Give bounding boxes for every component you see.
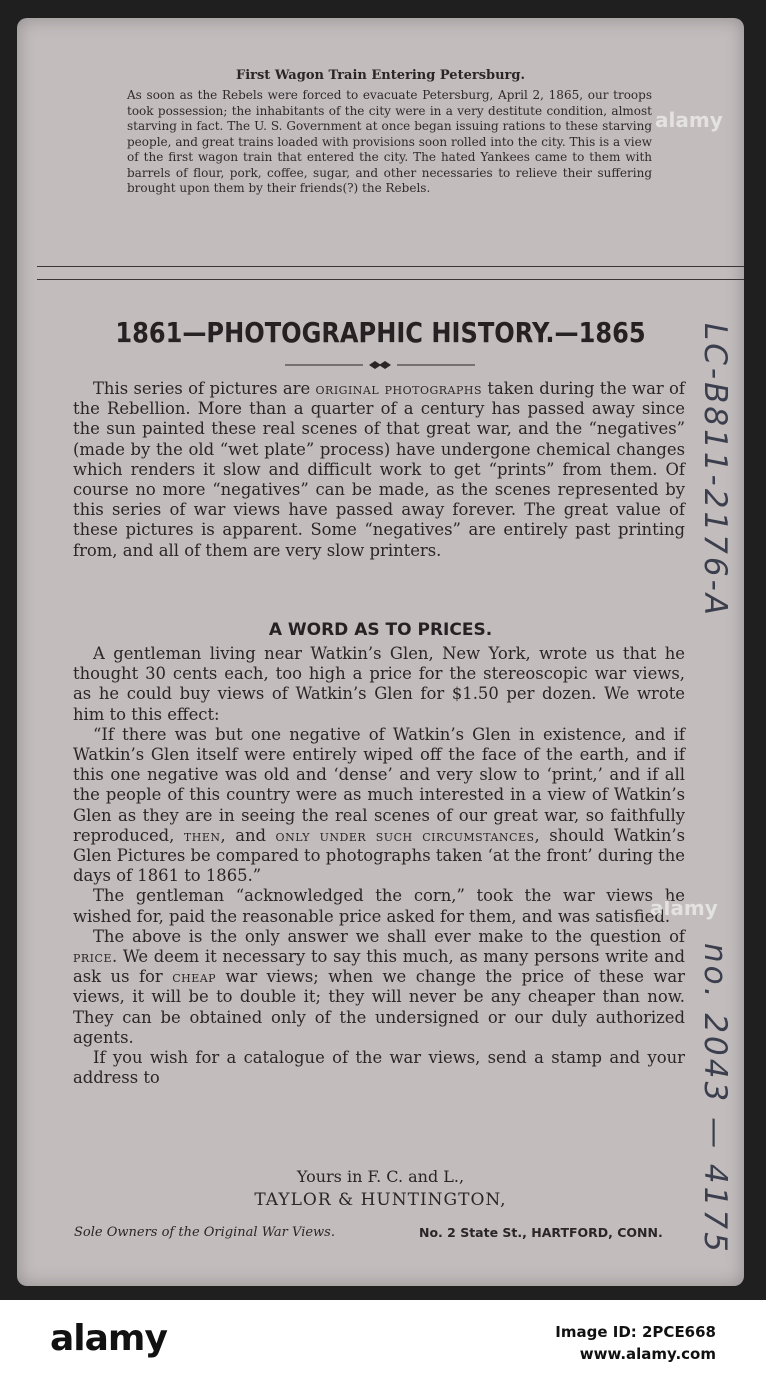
ornament-rule-icon — [285, 360, 475, 370]
paragraph-reply: “If there was but one negative of Watkin’s Glen in existence, and if Watkin’s Glen itself were entirely wiped off the face of the earth, and if this one negative was old and ‘dense’ and very slow to ‘print,’ and if all the people of this country were as much interested in a view of Watkin’s Glen as they are in seeing the real scenes of our great war, so faithfully reproduced, then, and only under such circumstances, should Watkin’s Glen Pictures be compared to photographs taken ‘at the front’ during the days of 1861 to 1865.” — [73, 724, 686, 886]
paragraph-gentleman-letter: A gentleman living near Watkin’s Glen, New York, wrote us that he thought 30 cents each, too high a price for the stereoscopic war views, as he could buy views of Watkin’s Glen for $1.50 per dozen. We wrote him to this effect: — [73, 644, 685, 724]
paragraph-price-answer: The above is the only answer we shall ever make to the question of price. We deem it necessary to say this much, as many persons write and ask us for cheap war views; when we change the price of these war views, it will be to double it; they will never be any cheaper than now. They can be obtained only of the undersigned or our duly authorized agents. — [73, 926, 685, 1047]
paragraph-catalogue: If you wish for a catalogue of the war views, send a stamp and your address to — [73, 1048, 685, 1088]
divider-rule-lower — [37, 279, 744, 280]
stock-url[interactable]: www.alamy.com — [579, 1345, 716, 1363]
prices-heading: A WORD AS TO PRICES. — [268, 620, 493, 640]
stock-image-id: Image ID: 2PCE668 — [555, 1323, 716, 1341]
handwritten-call-number: LC-B811-2176-A — [697, 323, 733, 619]
stock-logo: alamy — [50, 1318, 167, 1359]
owners-line: Sole Owners of the Original War Views. — [74, 1225, 335, 1240]
main-title: 1861—PHOTOGRAPHIC HISTORY.—1865 — [115, 316, 646, 349]
caption-title: First Wagon Train Entering Petersburg. — [235, 68, 526, 83]
firm-name: TAYLOR & HUNTINGTON, — [254, 1190, 507, 1210]
watermark-text: alamy — [655, 108, 723, 132]
divider-rule-upper — [37, 266, 744, 267]
caption-body: As soon as the Rebels were forced to evacuate Petersburg, April 2, 1865, our troops took possession; the inhabitants of the city were in a very destitute condition, almost starving in fact. The U. S. Government at once began issuing rations to these starving people, and great trains loaded with provisions soon rolled into the city. This is a view of the first wagon train that entered the city. The hated Yankees came to them with barrels of flour, pork, coffee, sugar, and other necessaries to relieve their suffering brought upon them by their friends(?) the Rebels. — [127, 88, 652, 195]
handwritten-negative-number: no. 2043 — 4175 — [697, 943, 733, 1255]
prices-body — [73, 644, 685, 1088]
paragraph-acknowledged: The gentleman “acknowledged the corn,” took the war views he wished for, paid the reasonable price asked for them, and was satisfied. — [73, 886, 685, 926]
address-line: No. 2 State St., HARTFORD, CONN. — [419, 1225, 663, 1240]
intro-paragraph: This series of pictures are original photographs taken during the war of the Rebellion. More than a quarter of a century has passed away since the sun painted these real scenes of that great war, and the “negatives” (made by the old “wet plate” process) have undergone chemical changes which renders it slow and difficult work to get “prints” from them. Of course no more “negatives” can be made, as the scenes represented by this series of war views have passed away forever. The great value of these pictures is apparent. Some “negatives” are entirely past printing from, and all of them are very slow printers. — [73, 379, 685, 560]
signoff: Yours in F. C. and L., — [296, 1167, 465, 1186]
watermark-text: alamy — [650, 896, 718, 920]
stereograph-card-back — [17, 18, 744, 1286]
